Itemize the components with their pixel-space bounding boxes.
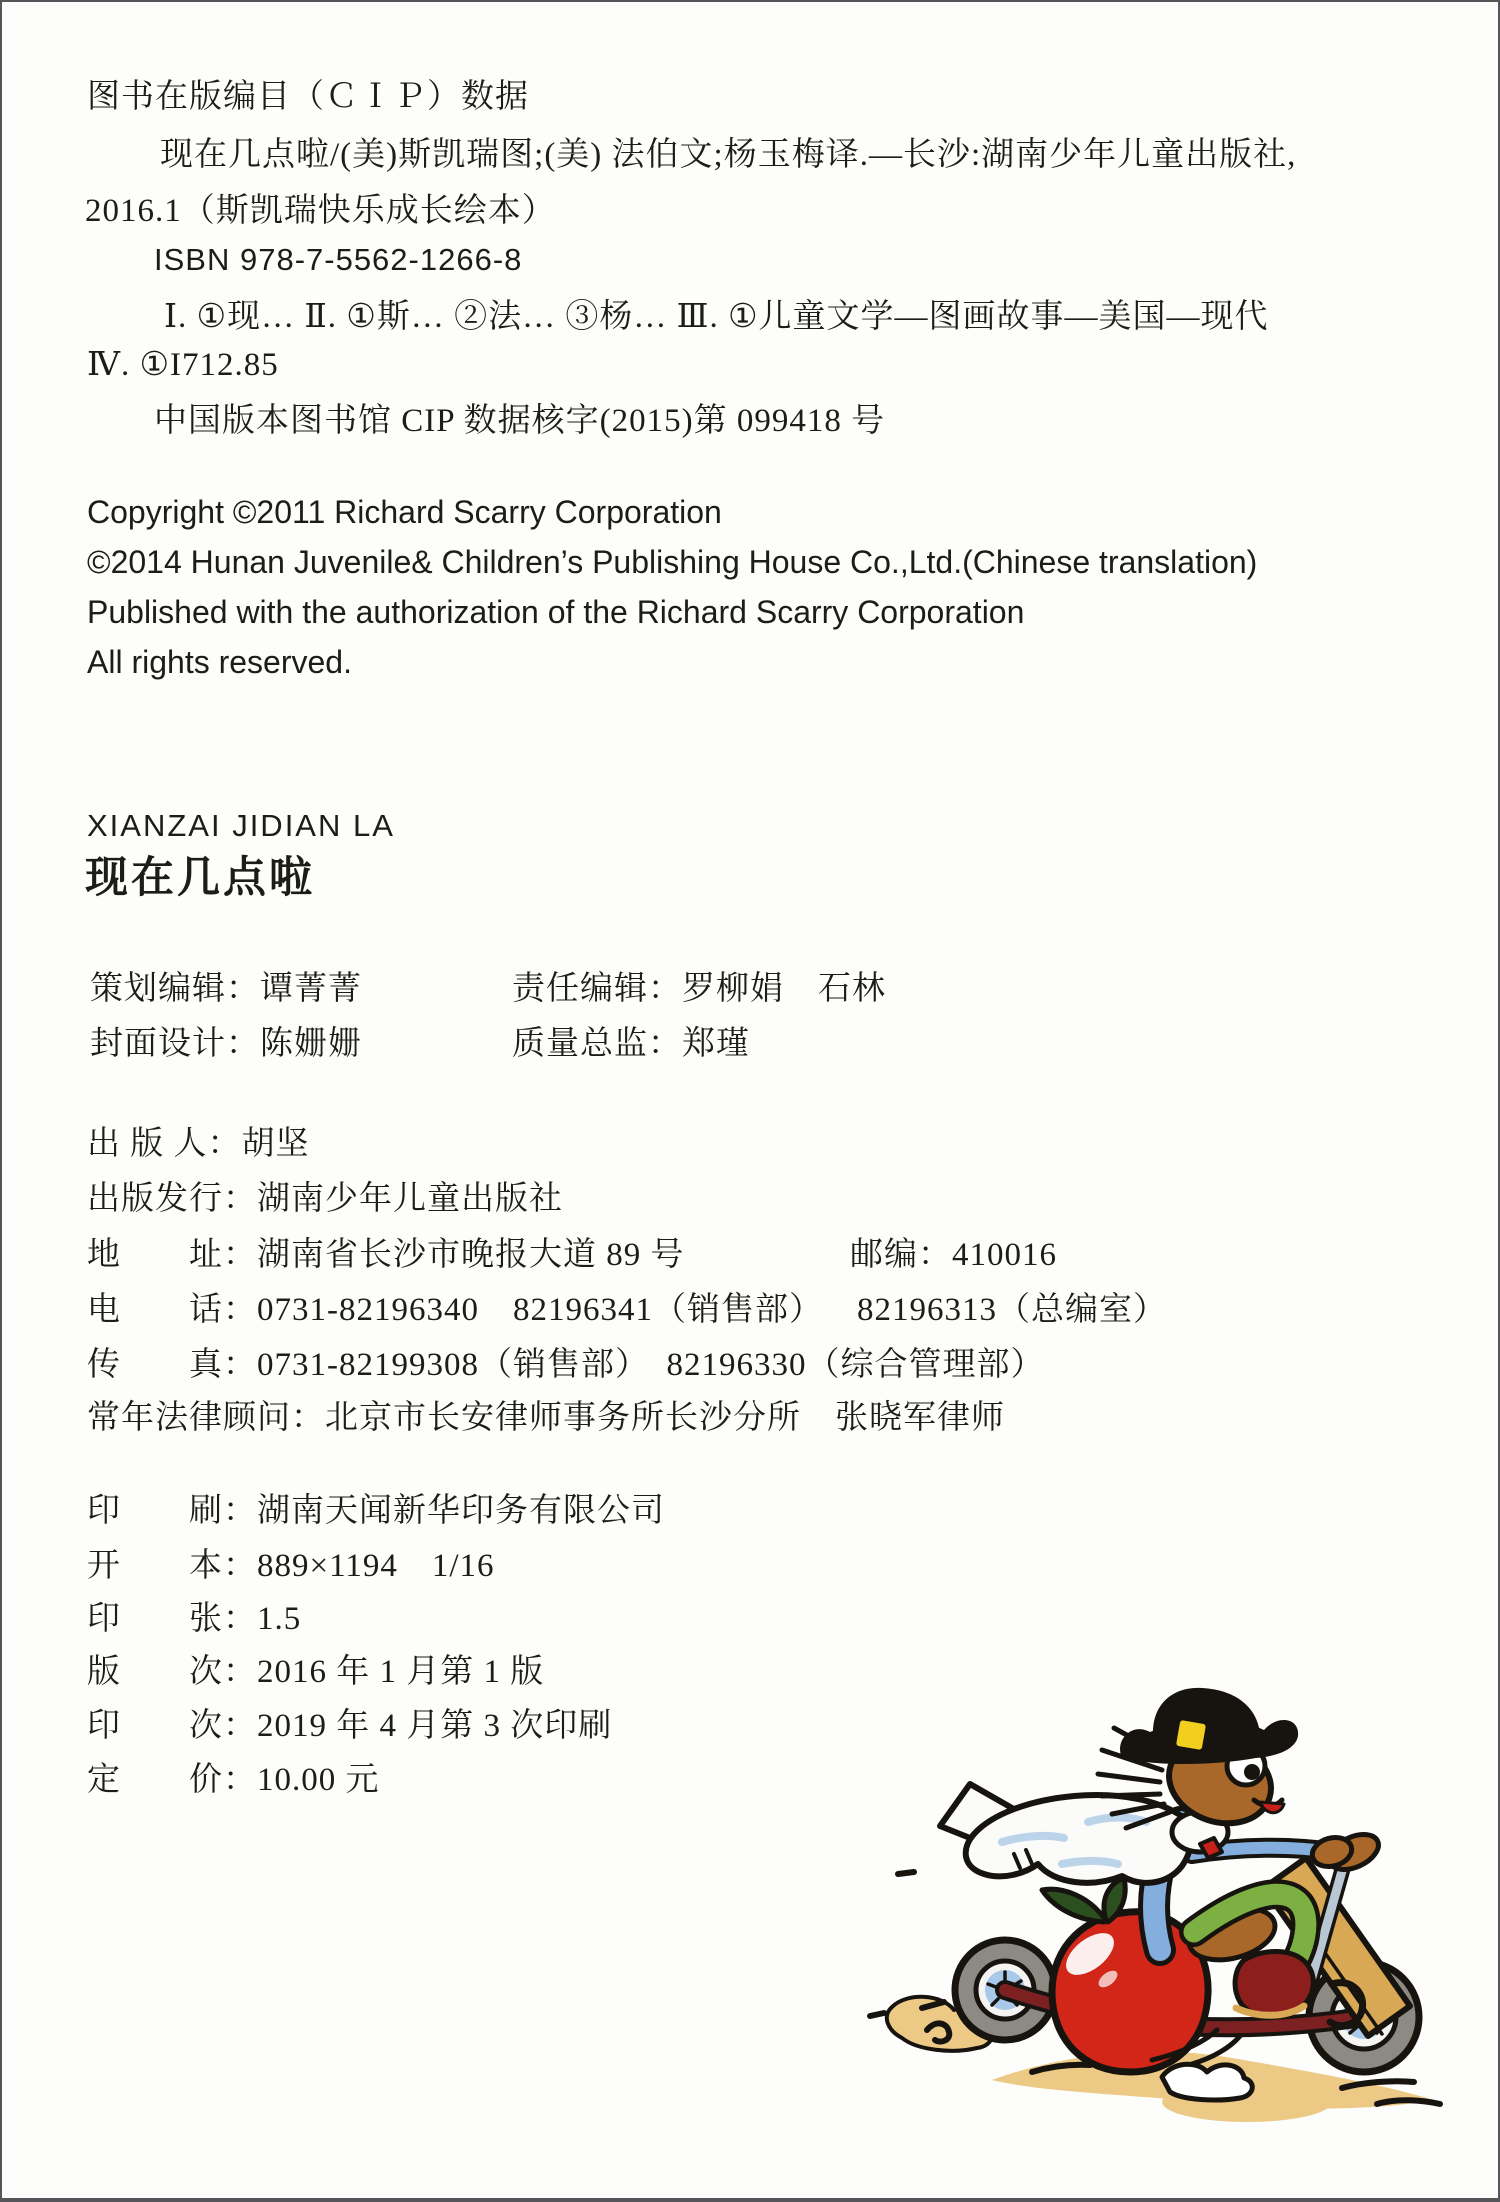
publisher-address: 地 址：湖南省长沙市晚报大道 89 号 (87, 1237, 685, 1273)
cip-registry-number: 中国版本图书馆 CIP 数据核字(2015)第 099418 号 (154, 403, 886, 439)
copyright-line-3: Published with the authorization of the Richard Scarry Corporation (87, 594, 1025, 630)
publisher-person: 出 版 人：胡坚 (87, 1126, 310, 1162)
credit-responsible-editor: 责任编辑：罗柳娟 石林 (512, 971, 886, 1007)
legal-counsel: 常年法律顾问：北京市长安律师事务所长沙分所 张晓军律师 (87, 1400, 1005, 1436)
page-title: 现在几点啦 (85, 854, 315, 902)
hat-band (1176, 1720, 1206, 1750)
tyrolean-hat (1120, 1688, 1298, 1764)
publisher-phone-editorial: 82196313（总编室） (857, 1292, 1167, 1328)
illustration-canvas (857, 1632, 1457, 2172)
credit-cover-design: 封面设计：陈姗姗 (90, 1026, 362, 1062)
cip-entry-line1: 现在几点啦/(美)斯凯瑞图;(美) 法伯文;杨玉梅译.—长沙:湖南少年儿童出版社, (160, 137, 1297, 173)
apple-leaf (1042, 1889, 1104, 1922)
publishing-house: 出版发行：湖南少年儿童出版社 (87, 1181, 563, 1217)
copyright-line-2: ©2014 Hunan Juvenile& Children’s Publishing House Co.,Ltd.(Chinese translation) (87, 544, 1258, 580)
credit-quality-director: 质量总监：郑瑾 (512, 1026, 750, 1062)
cip-classification-2: Ⅳ. ①I712.85 (87, 347, 279, 383)
printed-sheets: 印 张：1.5 (87, 1601, 302, 1637)
credit-planning-editor: 策划编辑：谭菁菁 (90, 971, 362, 1007)
cip-entry-line2: 2016.1（斯凯瑞快乐成长绘本） (85, 193, 556, 229)
publisher-fax: 传 真：0731-82199308（销售部） 82196330（综合管理部） (87, 1347, 1045, 1383)
cip-header: 图书在版编目（ＣＩＰ）数据 (87, 79, 529, 115)
copyright-line-1: Copyright ©2011 Richard Scarry Corporation (87, 494, 722, 530)
copyright-line-4: All rights reserved. (87, 644, 352, 680)
price-info: 定 价：10.00 元 (87, 1762, 380, 1798)
printer-name: 印 刷：湖南天闻新华印务有限公司 (87, 1493, 665, 1529)
isbn-number: ISBN 978-7-5562-1266-8 (154, 242, 523, 277)
edition-info: 版 次：2016 年 1 月第 1 版 (87, 1654, 545, 1690)
publisher-phone: 电 话：0731-82196340 82196341（销售部） (87, 1292, 823, 1328)
book-format: 开 本：889×1194 1/16 (87, 1548, 495, 1584)
cip-classification-1: Ⅰ. ①现… Ⅱ. ①斯… ②法… ③杨… Ⅲ. ①儿童文学—图画故事—美国—现代 (164, 299, 1269, 335)
title-pinyin: XIANZAI JIDIAN LA (87, 808, 395, 843)
publisher-postcode: 邮编：410016 (850, 1237, 1057, 1273)
impression-info: 印 次：2019 年 4 月第 3 次印刷 (87, 1708, 613, 1744)
